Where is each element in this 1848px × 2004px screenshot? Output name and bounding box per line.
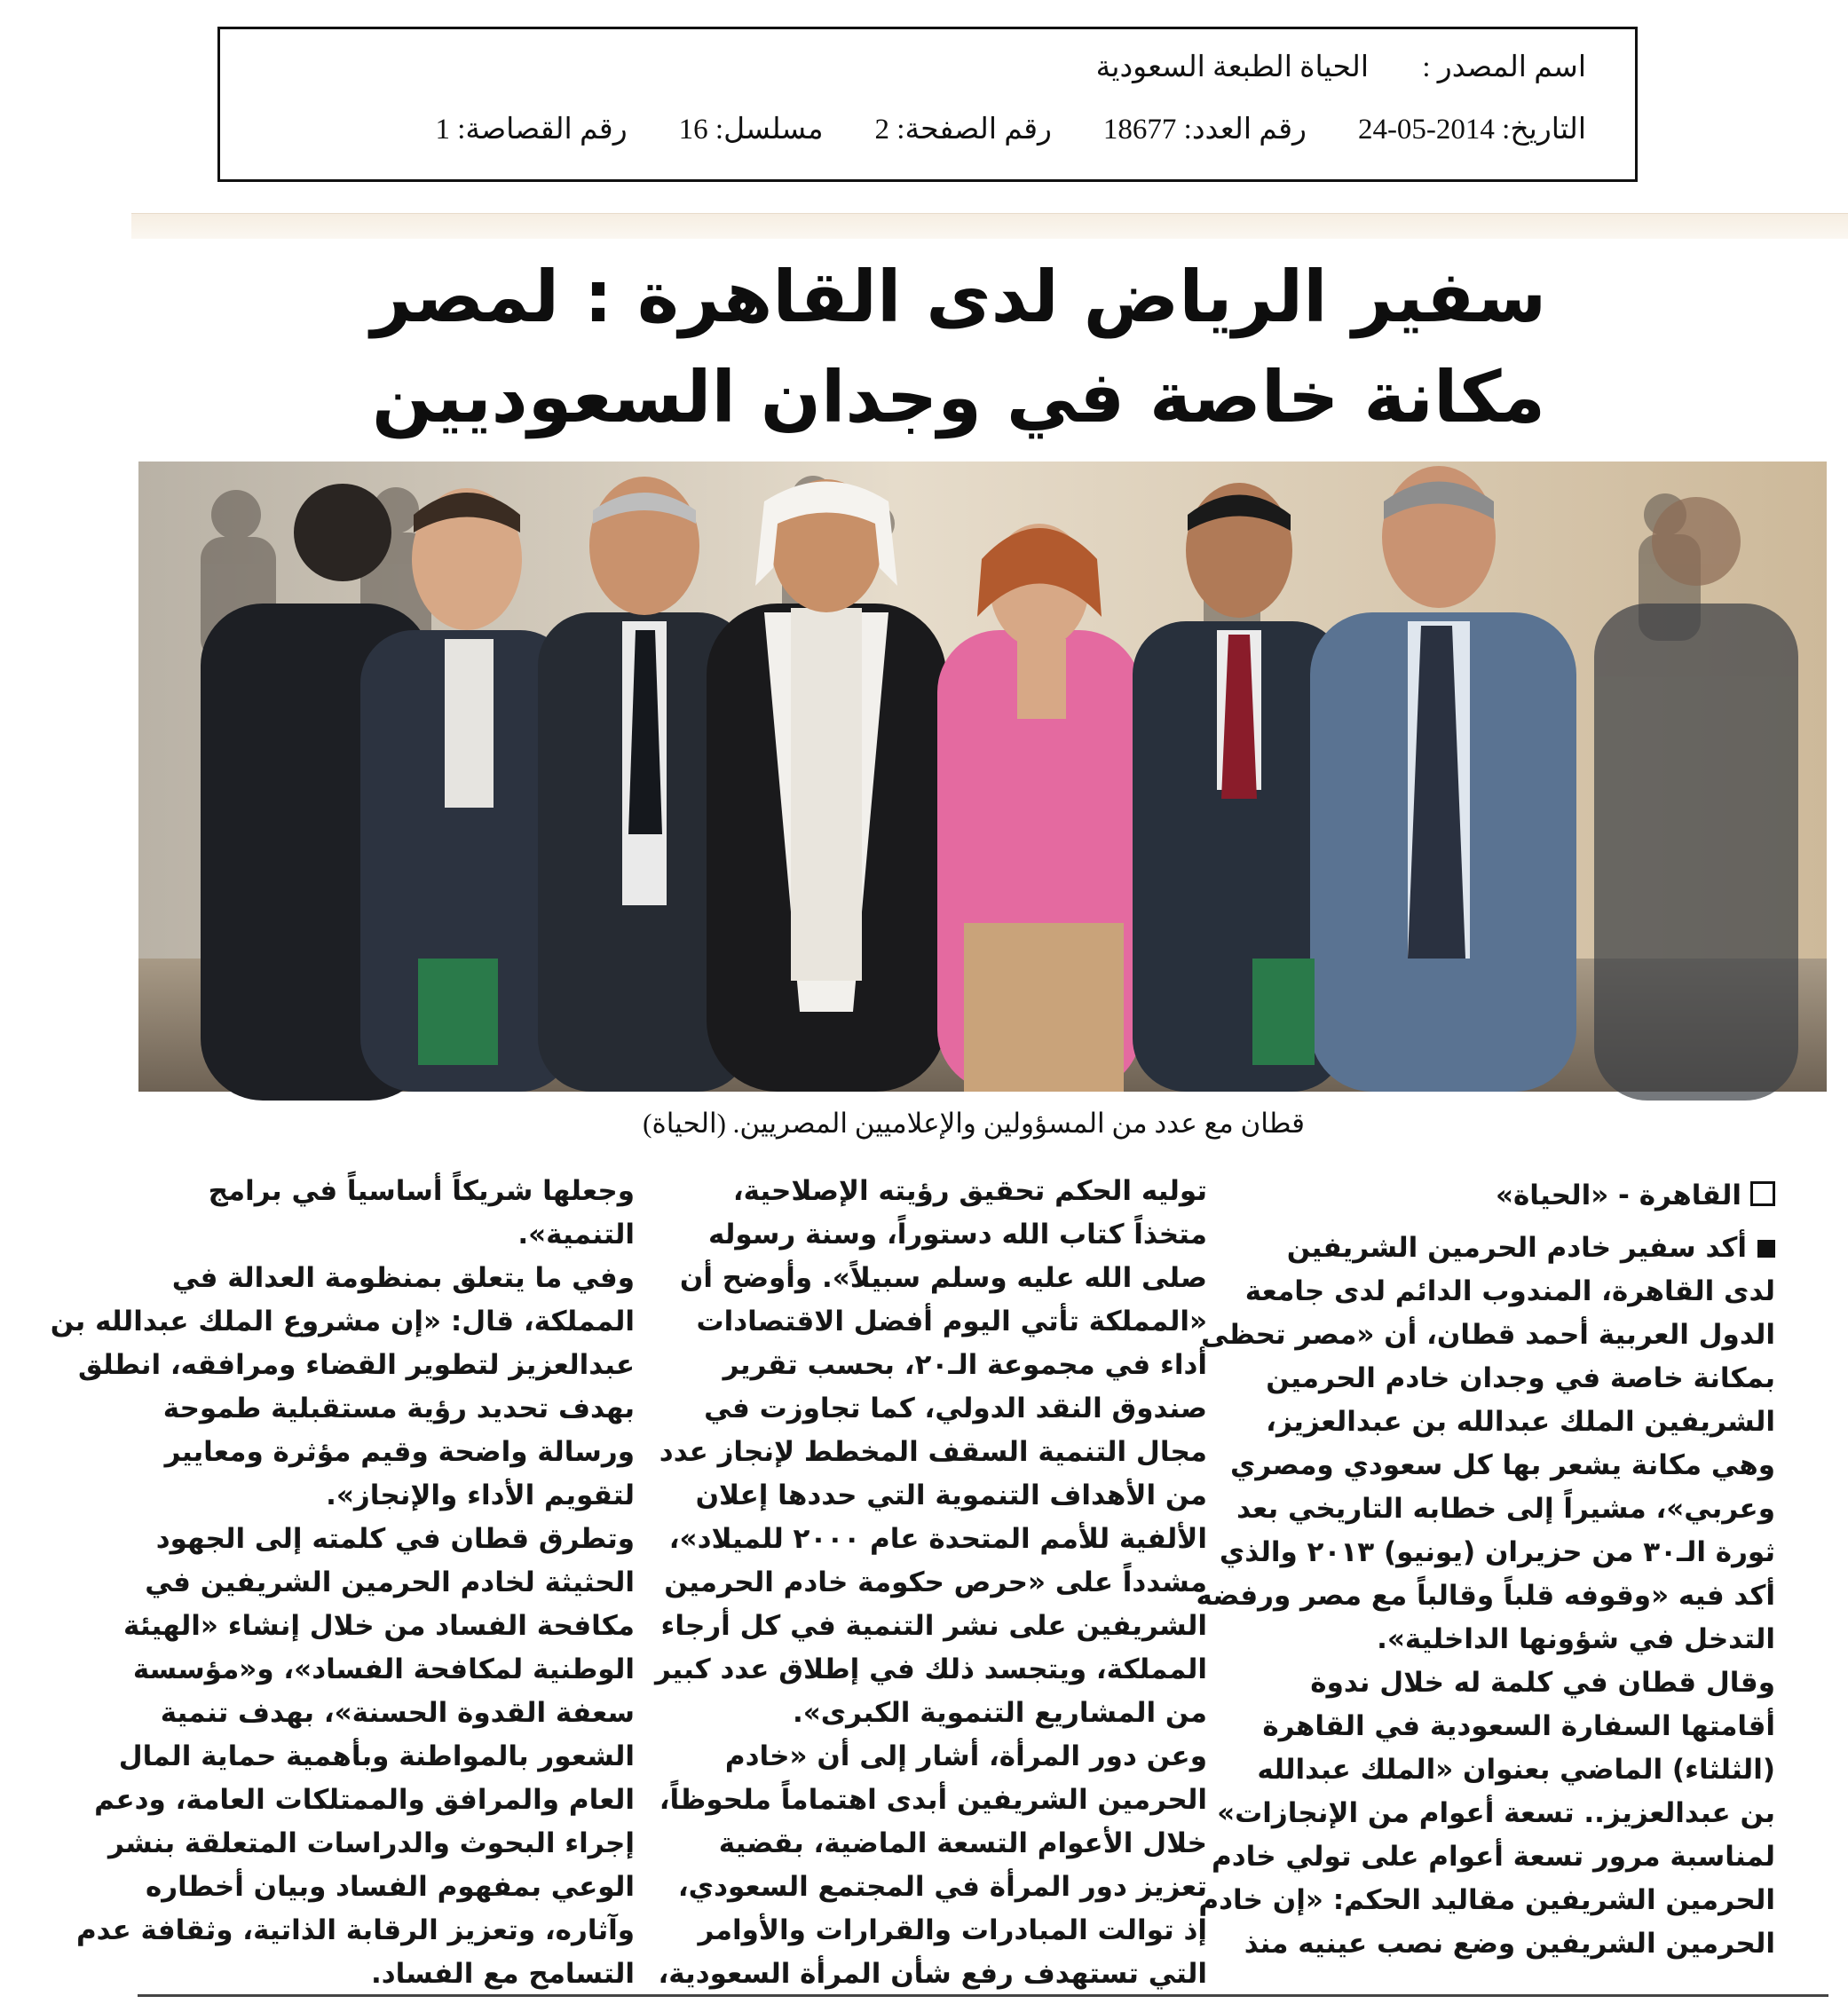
dateline [1278,1170,1775,1221]
date-value: 24-05-2014 [1357,114,1495,146]
date-label: التاريخ: [1502,114,1586,146]
bottom-rule [138,1994,1828,1997]
article-line: بمكانة خاصة في وجدان خادم الحرمين [1266,1362,1775,1394]
article-line: الحرمين الشريفين وضع نصب عينيه منذ [1244,1928,1775,1960]
article-line: صلى الله عليه وسلم سبيلاً». وأوضح أن [679,1262,1207,1294]
dateline-text: القاهرة - «الحياة» [1495,1180,1741,1211]
article-line: أكد سفير خادم الحرمين الشريفين [1278,1227,1775,1270]
article-line: الحرمين الشريفين مقاليد الحكم: «إن خادم [1198,1884,1775,1916]
date-field [1358,111,1586,146]
article-line: وقال قطان في كلمة له خلال ندوة [1310,1667,1775,1699]
article-line: أكد فيه «وقوفه قلباً وقالباً مع مصر ورفضه [1196,1580,1775,1612]
page-field [875,111,1052,146]
article-line: الوعي بمفهوم الفساد وبيان أخطاره [145,1871,635,1903]
article-line: العام والمرافق والممتلكات العامة، ودعم [94,1784,635,1816]
clipping-edge-strip [131,213,1848,239]
article-line: (الثلثاء) الماضي بعنوان «الملك عبدالله [1257,1754,1775,1786]
article-column-3 [50,1170,635,1996]
source-label: اسم المصدر : [1422,51,1586,83]
issue-field [1103,111,1307,146]
article-line: التسامح مع الفساد. [370,1958,635,1990]
paragraph-square-icon [1757,1240,1775,1258]
source-info-box [217,27,1638,182]
page-value: 2 [874,114,890,146]
article-line: صندوق النقد الدولي، كما تجاوزت في [704,1393,1207,1424]
article-line: خلال الأعوام التسعة الماضية، بقضية [718,1827,1207,1859]
article-line: لمناسبة مرور تسعة أعوام على تولي خادم [1212,1841,1775,1873]
article-line: الحرمين الشريفين أبدى اهتماماً ملحوظاً، [659,1784,1207,1816]
article-line: وعن دور المرأة، أشار إلى أن «خادم [724,1740,1207,1772]
serial-value: 16 [678,114,708,146]
article-line: وآثاره، وتعزيز الرقابة الذاتية، وثقافة عدم [75,1914,635,1946]
article-line: وفي ما يتعلق بمنظومة العدالة في [171,1262,635,1294]
issue-details-row [256,111,1586,146]
article-line: مجال التنمية السقف المخطط لإنجاز عدد [659,1436,1207,1468]
article-line: المملكة، قال: «إن مشروع الملك عبدالله بن [50,1306,635,1337]
group-photo [138,462,1827,1092]
article-line: بن عبدالعزيز.. تسعة أعوام من الإنجازات» [1217,1797,1775,1829]
headline-line-2: مكانة خاصة في وجدان السعوديين [371,356,1546,438]
article-line: سعفة القدوة الحسنة»، بهدف تنمية [160,1697,635,1729]
group-photo-illustration [138,462,1827,1092]
article-line: الدول العربية أحمد قطان، أن «مصر تحظى [1201,1319,1775,1351]
source-row [256,49,1586,84]
article-line: «المملكة تأتي اليوم أفضل الاقتصادات [696,1306,1207,1337]
clip-field [436,111,628,146]
clip-label: رقم القصاصة: [457,114,628,146]
serial-field [679,111,824,146]
article-line: المملكة، ويتجسد ذلك في إطلاق عدد كبير [655,1653,1207,1685]
issue-value: 18677 [1102,114,1177,146]
article-line: من الأهداف التنموية التي حددها إعلان [695,1479,1207,1511]
article-line: الحثيثة لخادم الحرمين الشريفين في [145,1566,635,1598]
article-line: لدى القاهرة، المندوب الدائم لدى جامعة [1244,1275,1775,1307]
article-line: مشدداً على «حرص حكومة خادم الحرمين [664,1566,1207,1598]
article-line: وجعلها شريكاً أساسياً في برامج [208,1175,635,1207]
article-line: التدخل في شؤونها الداخلية». [1377,1623,1775,1655]
issue-label: رقم العدد: [1183,114,1307,146]
article-line: ورسالة واضحة وقيم مؤثرة ومعايير [164,1436,635,1468]
article-line: التي تستهدف رفع شأن المرأة السعودية، [658,1958,1207,1990]
article-line: الشريفين على نشر التنمية في كل أرجاء [660,1610,1207,1642]
article-line: التنمية». [517,1219,635,1251]
article-line: متخذاً كتاب الله دستوراً، وسنة رسوله [707,1219,1207,1251]
headline-line-1: سفير الرياض لدى القاهرة : لمصر [370,256,1547,338]
article-line: بهدف تحديد رؤية مستقبلية طموحة [162,1393,635,1424]
article-line: إجراء البحوث والدراسات المتعلقة بنشر [107,1827,635,1859]
photo-caption: قطان مع عدد من المسؤولين والإعلاميين المصريين. (الحياة) [643,1108,1305,1139]
article-line: إذ توالت المبادرات والقرارات والأوامر [698,1914,1207,1946]
clip-value: 1 [435,114,450,146]
article-line: أداء في مجموعة الـ٢٠، بحسب تقرير [723,1349,1207,1381]
article-column-1 [1196,1170,1775,1966]
article-column-2 [655,1170,1207,1996]
article-line: توليه الحكم تحقيق رؤيته الإصلاحية، [732,1175,1207,1207]
article-line: أقامتها السفارة السعودية في القاهرة [1262,1710,1775,1742]
page-label: رقم الصفحة: [896,114,1052,146]
dateline-box-icon [1750,1181,1775,1206]
article-line: وهي مكانة يشعر بها كل سعودي ومصري [1229,1449,1775,1481]
source-value: الحياة الطبعة السعودية [1095,51,1369,83]
article-line: من المشاريع التنموية الكبرى». [792,1697,1207,1729]
article-line: تعزيز دور المرأة في المجتمع السعودي، [677,1871,1207,1903]
article-line: لتقويم الأداء والإنجاز». [326,1479,635,1511]
article-line: الوطنية لمكافحة الفساد»، و«مؤسسة [132,1653,635,1685]
article-line: الشعور بالمواطنة وبأهمية حماية المال [118,1740,635,1772]
article-line: الشريفين الملك عبدالله بن عبدالعزيز، [1266,1406,1775,1438]
article-line: الألفية للأمم المتحدة عام ٢٠٠٠ للميلاد»، [668,1523,1207,1555]
article-line: عبدالعزيز لتطوير القضاء ومرافقه، انطلق [78,1349,635,1381]
article-line: ثورة الـ٣٠ من حزيران (يونيو) ٢٠١٣ والذي [1219,1536,1775,1568]
serial-label: مسلسل: [715,114,824,146]
article-line: وتطرق قطان في كلمته إلى الجهود [155,1523,635,1555]
article-line: وعربي»، مشيراً إلى خطابه التاريخي بعد [1236,1493,1775,1525]
article-line: مكافحة الفساد من خلال إنشاء «الهيئة [123,1610,635,1642]
